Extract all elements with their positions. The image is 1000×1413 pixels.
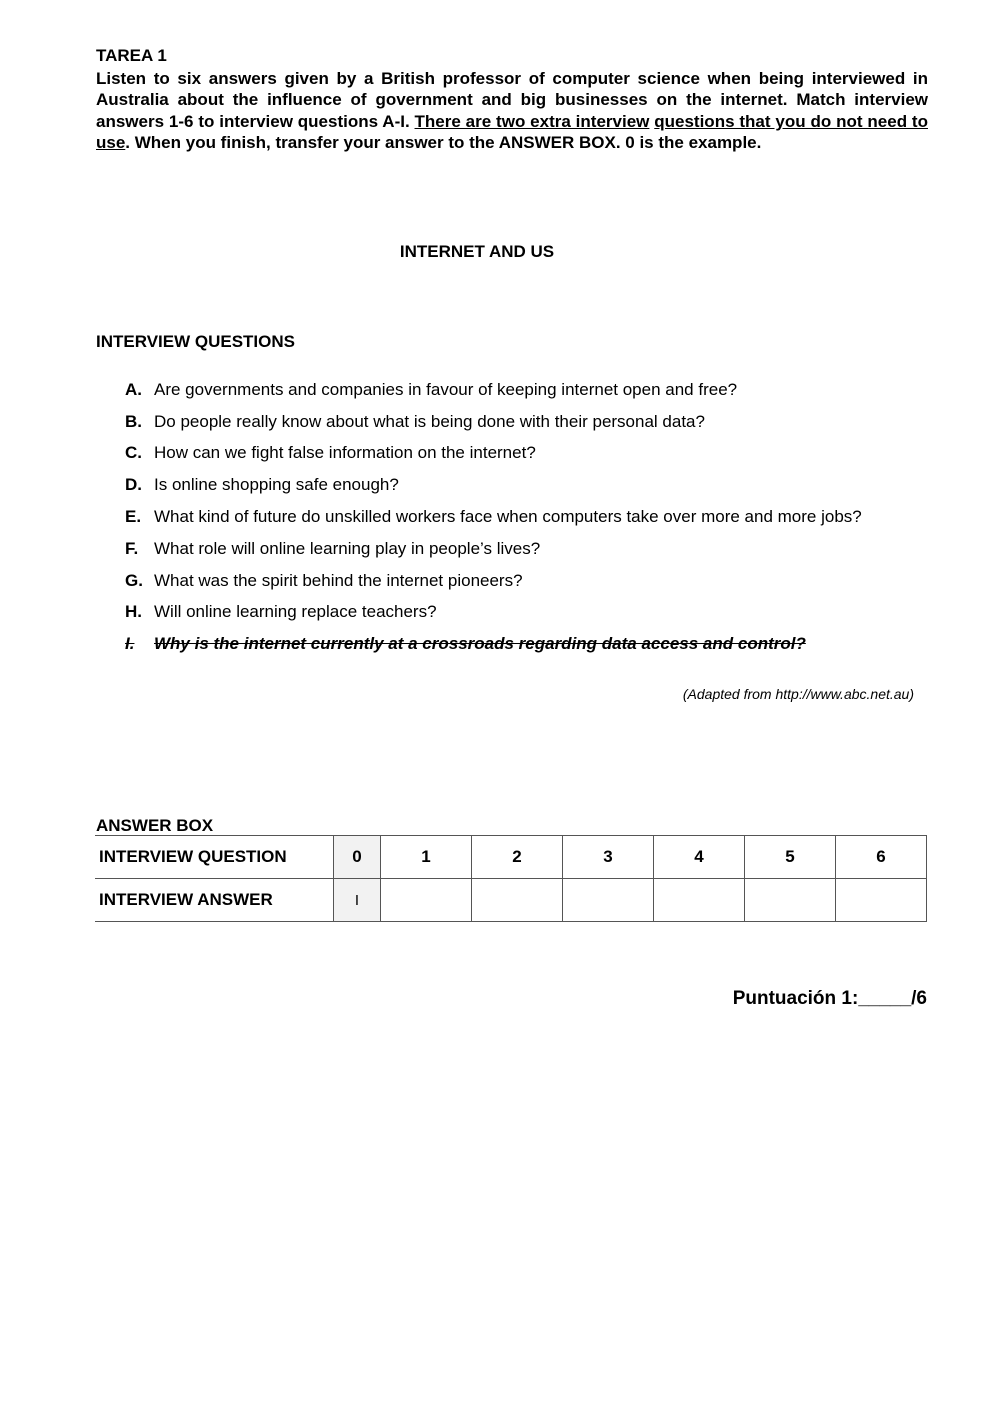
column-header: 3 [563,836,654,879]
column-header-example: 0 [334,836,381,879]
question-item [125,533,945,565]
question-item [125,597,945,629]
question-item [125,469,945,501]
answer-box-heading: ANSWER BOX [96,816,214,835]
question-text: Do people really know about what is being done with their personal data? [154,411,705,431]
column-header: 4 [654,836,745,879]
question-text: Will online learning replace teachers? [154,602,437,622]
question-letter: D. [125,475,142,495]
instructions-text-end: . When you finish, transfer your answer to the ANSWER BOX. 0 is the example. [125,132,762,152]
question-letter: E. [125,507,142,527]
page-title: INTERNET AND US [399,242,555,261]
question-letter: C. [125,443,142,463]
task-instructions [96,68,928,153]
question-letter: A. [125,379,142,399]
question-item [125,438,945,470]
instructions-text: Listen to six answers given by a British professor of computer science when being interviewed in Australia about the influence of government and big businesses on the internet. Match interview answers 1-6 to interview questions A-I. [96,69,928,131]
question-letter: G. [125,570,143,590]
question-text: What role will online learning play in people’s lives? [154,538,541,558]
question-letter: H. [125,602,142,622]
example-answer-cell: I [334,879,381,922]
instructions-underlined-1: There are two extra interview [414,111,650,131]
column-header: 5 [745,836,836,879]
table-row [95,879,927,922]
answer-cell-4[interactable] [654,879,745,922]
row-label-question: INTERVIEW QUESTION [95,836,334,879]
column-header: 6 [836,836,927,879]
question-text: Is online shopping safe enough? [154,475,399,495]
source-citation: (Adapted from http://www.abc.net.au) [682,686,914,702]
question-text: Are governments and companies in favour of keeping internet open and free? [154,379,738,399]
answer-cell-5[interactable] [745,879,836,922]
question-item [125,565,945,597]
row-label-answer: INTERVIEW ANSWER [95,879,334,922]
column-header: 1 [381,836,472,879]
column-header: 2 [472,836,563,879]
answer-cell-3[interactable] [563,879,654,922]
question-item [125,374,945,406]
instructions-underlined-2: questions that you do not need to use [96,111,928,152]
answer-cell-1[interactable] [381,879,472,922]
score-line: Puntuación 1:_____/6 [732,988,927,1009]
question-letter: I. [125,634,135,654]
answer-box-table [95,835,927,922]
question-letter: F. [125,538,139,558]
questions-heading: INTERVIEW QUESTIONS [96,332,295,351]
question-text: What kind of future do unskilled workers face when computers take over more and more jobs? [154,507,862,527]
question-letter: B. [125,411,142,431]
answer-cell-6[interactable] [836,879,927,922]
answer-cell-2[interactable] [472,879,563,922]
question-item [125,501,945,533]
questions-list [125,374,945,660]
table-row [95,836,927,879]
task-title: TAREA 1 [96,46,167,65]
question-item [125,406,945,438]
question-text: How can we fight false information on the internet? [154,443,536,463]
question-text: What was the spirit behind the internet pioneers? [154,570,523,590]
question-item-example-struck [125,628,945,660]
question-text: Why is the internet currently at a crossroads regarding data access and control? [154,634,806,654]
